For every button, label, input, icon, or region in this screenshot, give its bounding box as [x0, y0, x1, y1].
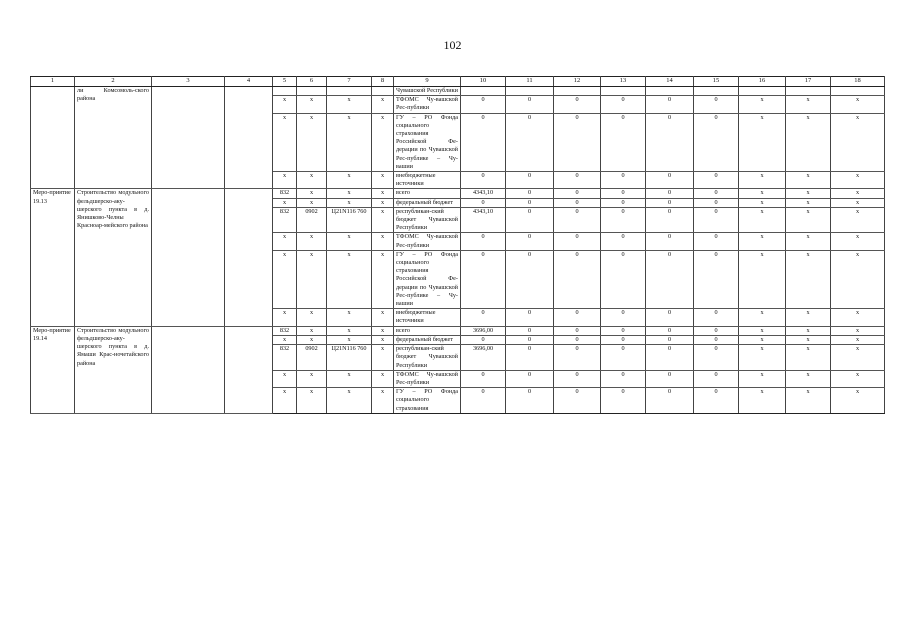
value-cell-c15: 0: [694, 250, 739, 308]
value-cell-c6: x: [297, 326, 327, 335]
value-cell-c14: 0: [646, 189, 694, 198]
column-header-17: 17: [786, 77, 831, 87]
value-cell-c11: 0: [506, 326, 554, 335]
value-cell-c17: x: [786, 113, 831, 171]
value-cell-c13: 0: [601, 172, 646, 189]
value-cell-c15: 0: [694, 207, 739, 233]
value-cell-c7: [327, 87, 372, 96]
value-cell-c10: 0: [461, 335, 506, 344]
value-cell-c18: x: [831, 250, 885, 308]
funding-source-cell: Чувашской Республики: [394, 87, 461, 96]
funding-source-cell: ТФОМС Чу-вашской Рес-публики: [394, 96, 461, 113]
value-cell-c16: x: [739, 345, 786, 371]
value-cell-c5: 832: [273, 345, 297, 371]
value-cell-c12: 0: [554, 172, 601, 189]
activity-id-cell: Меро-приятие 19.13: [31, 189, 75, 326]
value-cell-c10: 0: [461, 172, 506, 189]
value-cell-c14: 0: [646, 250, 694, 308]
value-cell-c18: [831, 87, 885, 96]
activity-id-cell: Меро-приятие 19.14: [31, 326, 75, 413]
value-cell-c10: 3696,00: [461, 345, 506, 371]
value-cell-c10: 3696,00: [461, 326, 506, 335]
value-cell-c13: 0: [601, 96, 646, 113]
value-cell-c14: 0: [646, 335, 694, 344]
value-cell-c8: x: [372, 388, 394, 414]
funding-source-cell: ТФОМС Чу-вашской Рес-публики: [394, 370, 461, 387]
value-cell-c14: 0: [646, 198, 694, 207]
value-cell-c14: 0: [646, 326, 694, 335]
responsible-cell: [152, 189, 225, 326]
column-header-8: 8: [372, 77, 394, 87]
value-cell-c18: x: [831, 207, 885, 233]
value-cell-c14: 0: [646, 233, 694, 250]
column-header-6: 6: [297, 77, 327, 87]
value-cell-c5: x: [273, 172, 297, 189]
value-cell-c5: x: [273, 370, 297, 387]
value-cell-c18: x: [831, 96, 885, 113]
value-cell-c18: x: [831, 172, 885, 189]
target-cell: [225, 87, 273, 189]
value-cell-c8: x: [372, 345, 394, 371]
table-row: [31, 87, 885, 96]
value-cell-c10: [461, 87, 506, 96]
table-row: [31, 189, 885, 198]
funding-source-cell: ГУ – РО Фонда социального страхования Российской Фе-дерации по Чувашской Рес-публике – Чу-вашии: [394, 250, 461, 308]
value-cell-c11: 0: [506, 309, 554, 326]
value-cell-c18: x: [831, 189, 885, 198]
value-cell-c16: x: [739, 189, 786, 198]
value-cell-c16: x: [739, 96, 786, 113]
value-cell-c17: x: [786, 172, 831, 189]
value-cell-c10: 0: [461, 198, 506, 207]
funding-source-cell: республикан-ский бюджет Чувашской Республики: [394, 207, 461, 233]
value-cell-c12: 0: [554, 345, 601, 371]
value-cell-c16: x: [739, 309, 786, 326]
value-cell-c11: 0: [506, 172, 554, 189]
value-cell-c6: x: [297, 233, 327, 250]
value-cell-c11: 0: [506, 370, 554, 387]
value-cell-c8: x: [372, 233, 394, 250]
value-cell-c17: x: [786, 309, 831, 326]
value-cell-c16: x: [739, 172, 786, 189]
activity-name-cell: ли Комсомоль-ского района: [75, 87, 152, 189]
funding-source-cell: всего: [394, 189, 461, 198]
column-header-9: 9: [394, 77, 461, 87]
value-cell-c15: 0: [694, 388, 739, 414]
column-header-18: 18: [831, 77, 885, 87]
value-cell-c5: x: [273, 335, 297, 344]
value-cell-c15: 0: [694, 233, 739, 250]
value-cell-c16: x: [739, 370, 786, 387]
funding-source-cell: внебюджетные источники: [394, 172, 461, 189]
column-header-4: 4: [225, 77, 273, 87]
value-cell-c7: x: [327, 326, 372, 335]
value-cell-c17: x: [786, 189, 831, 198]
value-cell-c7: Ц21N116 760: [327, 345, 372, 371]
value-cell-c11: 0: [506, 96, 554, 113]
value-cell-c8: x: [372, 326, 394, 335]
funding-source-cell: ГУ – РО Фонда социального страхования Российской Фе-дерации по Чувашской Рес-публике – Чу-вашии: [394, 113, 461, 171]
value-cell-c17: x: [786, 198, 831, 207]
value-cell-c8: x: [372, 172, 394, 189]
value-cell-c8: x: [372, 207, 394, 233]
value-cell-c10: 0: [461, 388, 506, 414]
value-cell-c13: 0: [601, 233, 646, 250]
funding-source-cell: федеральный бюджет: [394, 198, 461, 207]
value-cell-c14: 0: [646, 345, 694, 371]
target-cell: [225, 189, 273, 326]
value-cell-c15: 0: [694, 345, 739, 371]
value-cell-c5: 832: [273, 189, 297, 198]
value-cell-c12: 0: [554, 250, 601, 308]
value-cell-c5: x: [273, 198, 297, 207]
value-cell-c10: 4343,10: [461, 207, 506, 233]
value-cell-c8: x: [372, 370, 394, 387]
value-cell-c14: 0: [646, 207, 694, 233]
value-cell-c12: 0: [554, 326, 601, 335]
value-cell-c12: 0: [554, 335, 601, 344]
value-cell-c17: x: [786, 207, 831, 233]
value-cell-c5: x: [273, 388, 297, 414]
value-cell-c7: x: [327, 335, 372, 344]
value-cell-c17: [786, 87, 831, 96]
value-cell-c5: [273, 87, 297, 96]
value-cell-c8: x: [372, 250, 394, 308]
value-cell-c18: x: [831, 326, 885, 335]
value-cell-c18: x: [831, 370, 885, 387]
value-cell-c8: x: [372, 335, 394, 344]
value-cell-c5: 832: [273, 207, 297, 233]
value-cell-c16: x: [739, 233, 786, 250]
value-cell-c8: x: [372, 189, 394, 198]
column-header-11: 11: [506, 77, 554, 87]
value-cell-c13: [601, 87, 646, 96]
value-cell-c6: x: [297, 335, 327, 344]
header-row: [31, 77, 885, 87]
value-cell-c14: 0: [646, 388, 694, 414]
value-cell-c17: x: [786, 326, 831, 335]
value-cell-c11: 0: [506, 113, 554, 171]
value-cell-c13: 0: [601, 345, 646, 371]
value-cell-c7: x: [327, 233, 372, 250]
target-cell: [225, 326, 273, 413]
value-cell-c7: x: [327, 96, 372, 113]
value-cell-c11: 0: [506, 250, 554, 308]
value-cell-c12: 0: [554, 96, 601, 113]
value-cell-c13: 0: [601, 113, 646, 171]
funding-source-cell: всего: [394, 326, 461, 335]
value-cell-c12: 0: [554, 309, 601, 326]
funding-source-cell: ТФОМС Чу-вашской Рес-публики: [394, 233, 461, 250]
value-cell-c11: 0: [506, 198, 554, 207]
budget-table: [30, 76, 885, 414]
value-cell-c12: 0: [554, 207, 601, 233]
value-cell-c10: 4343,10: [461, 189, 506, 198]
value-cell-c17: x: [786, 250, 831, 308]
value-cell-c8: x: [372, 198, 394, 207]
value-cell-c6: 0902: [297, 207, 327, 233]
column-header-12: 12: [554, 77, 601, 87]
value-cell-c7: x: [327, 309, 372, 326]
value-cell-c17: x: [786, 233, 831, 250]
value-cell-c12: 0: [554, 370, 601, 387]
value-cell-c6: x: [297, 309, 327, 326]
value-cell-c17: x: [786, 345, 831, 371]
value-cell-c5: x: [273, 309, 297, 326]
value-cell-c8: [372, 87, 394, 96]
table-body: [31, 87, 885, 414]
column-header-15: 15: [694, 77, 739, 87]
value-cell-c18: x: [831, 309, 885, 326]
value-cell-c16: x: [739, 335, 786, 344]
value-cell-c15: 0: [694, 326, 739, 335]
value-cell-c5: x: [273, 96, 297, 113]
value-cell-c12: 0: [554, 189, 601, 198]
value-cell-c6: x: [297, 113, 327, 171]
value-cell-c13: 0: [601, 388, 646, 414]
responsible-cell: [152, 326, 225, 413]
value-cell-c6: 0902: [297, 345, 327, 371]
value-cell-c18: x: [831, 388, 885, 414]
value-cell-c18: x: [831, 345, 885, 371]
value-cell-c6: x: [297, 388, 327, 414]
value-cell-c10: 0: [461, 113, 506, 171]
page-number: 102: [443, 38, 462, 52]
value-cell-c6: x: [297, 189, 327, 198]
value-cell-c11: 0: [506, 233, 554, 250]
value-cell-c17: x: [786, 96, 831, 113]
value-cell-c17: x: [786, 335, 831, 344]
value-cell-c11: [506, 87, 554, 96]
value-cell-c14: 0: [646, 370, 694, 387]
funding-source-cell: ГУ – РО Фонда социального страхования: [394, 388, 461, 414]
value-cell-c15: 0: [694, 309, 739, 326]
value-cell-c11: 0: [506, 388, 554, 414]
value-cell-c12: 0: [554, 113, 601, 171]
column-header-14: 14: [646, 77, 694, 87]
value-cell-c16: x: [739, 207, 786, 233]
activity-id-cell: [31, 87, 75, 189]
value-cell-c5: 832: [273, 326, 297, 335]
value-cell-c16: [739, 87, 786, 96]
value-cell-c6: x: [297, 172, 327, 189]
value-cell-c6: x: [297, 250, 327, 308]
value-cell-c15: 0: [694, 96, 739, 113]
activity-name-cell: Строительство модульного фельдшерско-аку-шерского пункта в д. Ямаши Крас-ночетайского района: [75, 326, 152, 413]
value-cell-c12: 0: [554, 233, 601, 250]
value-cell-c7: x: [327, 370, 372, 387]
value-cell-c18: x: [831, 335, 885, 344]
funding-source-cell: внебюджетные источники: [394, 309, 461, 326]
column-header-2: 2: [75, 77, 152, 87]
value-cell-c15: 0: [694, 335, 739, 344]
value-cell-c7: x: [327, 113, 372, 171]
value-cell-c7: x: [327, 388, 372, 414]
value-cell-c10: 0: [461, 96, 506, 113]
value-cell-c15: 0: [694, 198, 739, 207]
value-cell-c13: 0: [601, 250, 646, 308]
value-cell-c16: x: [739, 198, 786, 207]
value-cell-c18: x: [831, 198, 885, 207]
value-cell-c14: [646, 87, 694, 96]
value-cell-c15: 0: [694, 113, 739, 171]
value-cell-c8: x: [372, 309, 394, 326]
value-cell-c13: 0: [601, 198, 646, 207]
value-cell-c7: x: [327, 198, 372, 207]
value-cell-c17: x: [786, 388, 831, 414]
value-cell-c14: 0: [646, 172, 694, 189]
value-cell-c14: 0: [646, 96, 694, 113]
value-cell-c8: x: [372, 96, 394, 113]
value-cell-c11: 0: [506, 189, 554, 198]
value-cell-c13: 0: [601, 335, 646, 344]
value-cell-c12: 0: [554, 198, 601, 207]
value-cell-c7: x: [327, 172, 372, 189]
column-header-10: 10: [461, 77, 506, 87]
value-cell-c10: 0: [461, 250, 506, 308]
funding-source-cell: федеральный бюджет: [394, 335, 461, 344]
value-cell-c7: Ц21N116 760: [327, 207, 372, 233]
value-cell-c13: 0: [601, 370, 646, 387]
value-cell-c7: x: [327, 250, 372, 308]
column-header-5: 5: [273, 77, 297, 87]
column-header-16: 16: [739, 77, 786, 87]
value-cell-c14: 0: [646, 113, 694, 171]
value-cell-c10: 0: [461, 233, 506, 250]
value-cell-c18: x: [831, 113, 885, 171]
column-header-13: 13: [601, 77, 646, 87]
value-cell-c14: 0: [646, 309, 694, 326]
value-cell-c11: 0: [506, 335, 554, 344]
value-cell-c15: 0: [694, 172, 739, 189]
value-cell-c13: 0: [601, 207, 646, 233]
column-header-7: 7: [327, 77, 372, 87]
value-cell-c16: x: [739, 326, 786, 335]
value-cell-c6: [297, 87, 327, 96]
value-cell-c15: 0: [694, 370, 739, 387]
value-cell-c17: x: [786, 370, 831, 387]
value-cell-c16: x: [739, 113, 786, 171]
column-header-3: 3: [152, 77, 225, 87]
value-cell-c13: 0: [601, 326, 646, 335]
value-cell-c11: 0: [506, 345, 554, 371]
value-cell-c13: 0: [601, 189, 646, 198]
table-row: [31, 326, 885, 335]
value-cell-c5: x: [273, 113, 297, 171]
value-cell-c6: x: [297, 96, 327, 113]
value-cell-c7: x: [327, 189, 372, 198]
responsible-cell: [152, 87, 225, 189]
column-header-1: 1: [31, 77, 75, 87]
value-cell-c12: [554, 87, 601, 96]
value-cell-c11: 0: [506, 207, 554, 233]
value-cell-c18: x: [831, 233, 885, 250]
value-cell-c12: 0: [554, 388, 601, 414]
value-cell-c6: x: [297, 370, 327, 387]
value-cell-c10: 0: [461, 309, 506, 326]
value-cell-c8: x: [372, 113, 394, 171]
value-cell-c15: 0: [694, 189, 739, 198]
value-cell-c13: 0: [601, 309, 646, 326]
activity-name-cell: Строительство модульного фельдшерско-аку-шерского пункта в д. Янишково-Челны Красноар-мейского района: [75, 189, 152, 326]
funding-source-cell: республикан-ский бюджет Чувашской Республики: [394, 345, 461, 371]
value-cell-c5: x: [273, 250, 297, 308]
value-cell-c6: x: [297, 198, 327, 207]
value-cell-c15: [694, 87, 739, 96]
value-cell-c16: x: [739, 250, 786, 308]
value-cell-c10: 0: [461, 370, 506, 387]
value-cell-c5: x: [273, 233, 297, 250]
value-cell-c16: x: [739, 388, 786, 414]
